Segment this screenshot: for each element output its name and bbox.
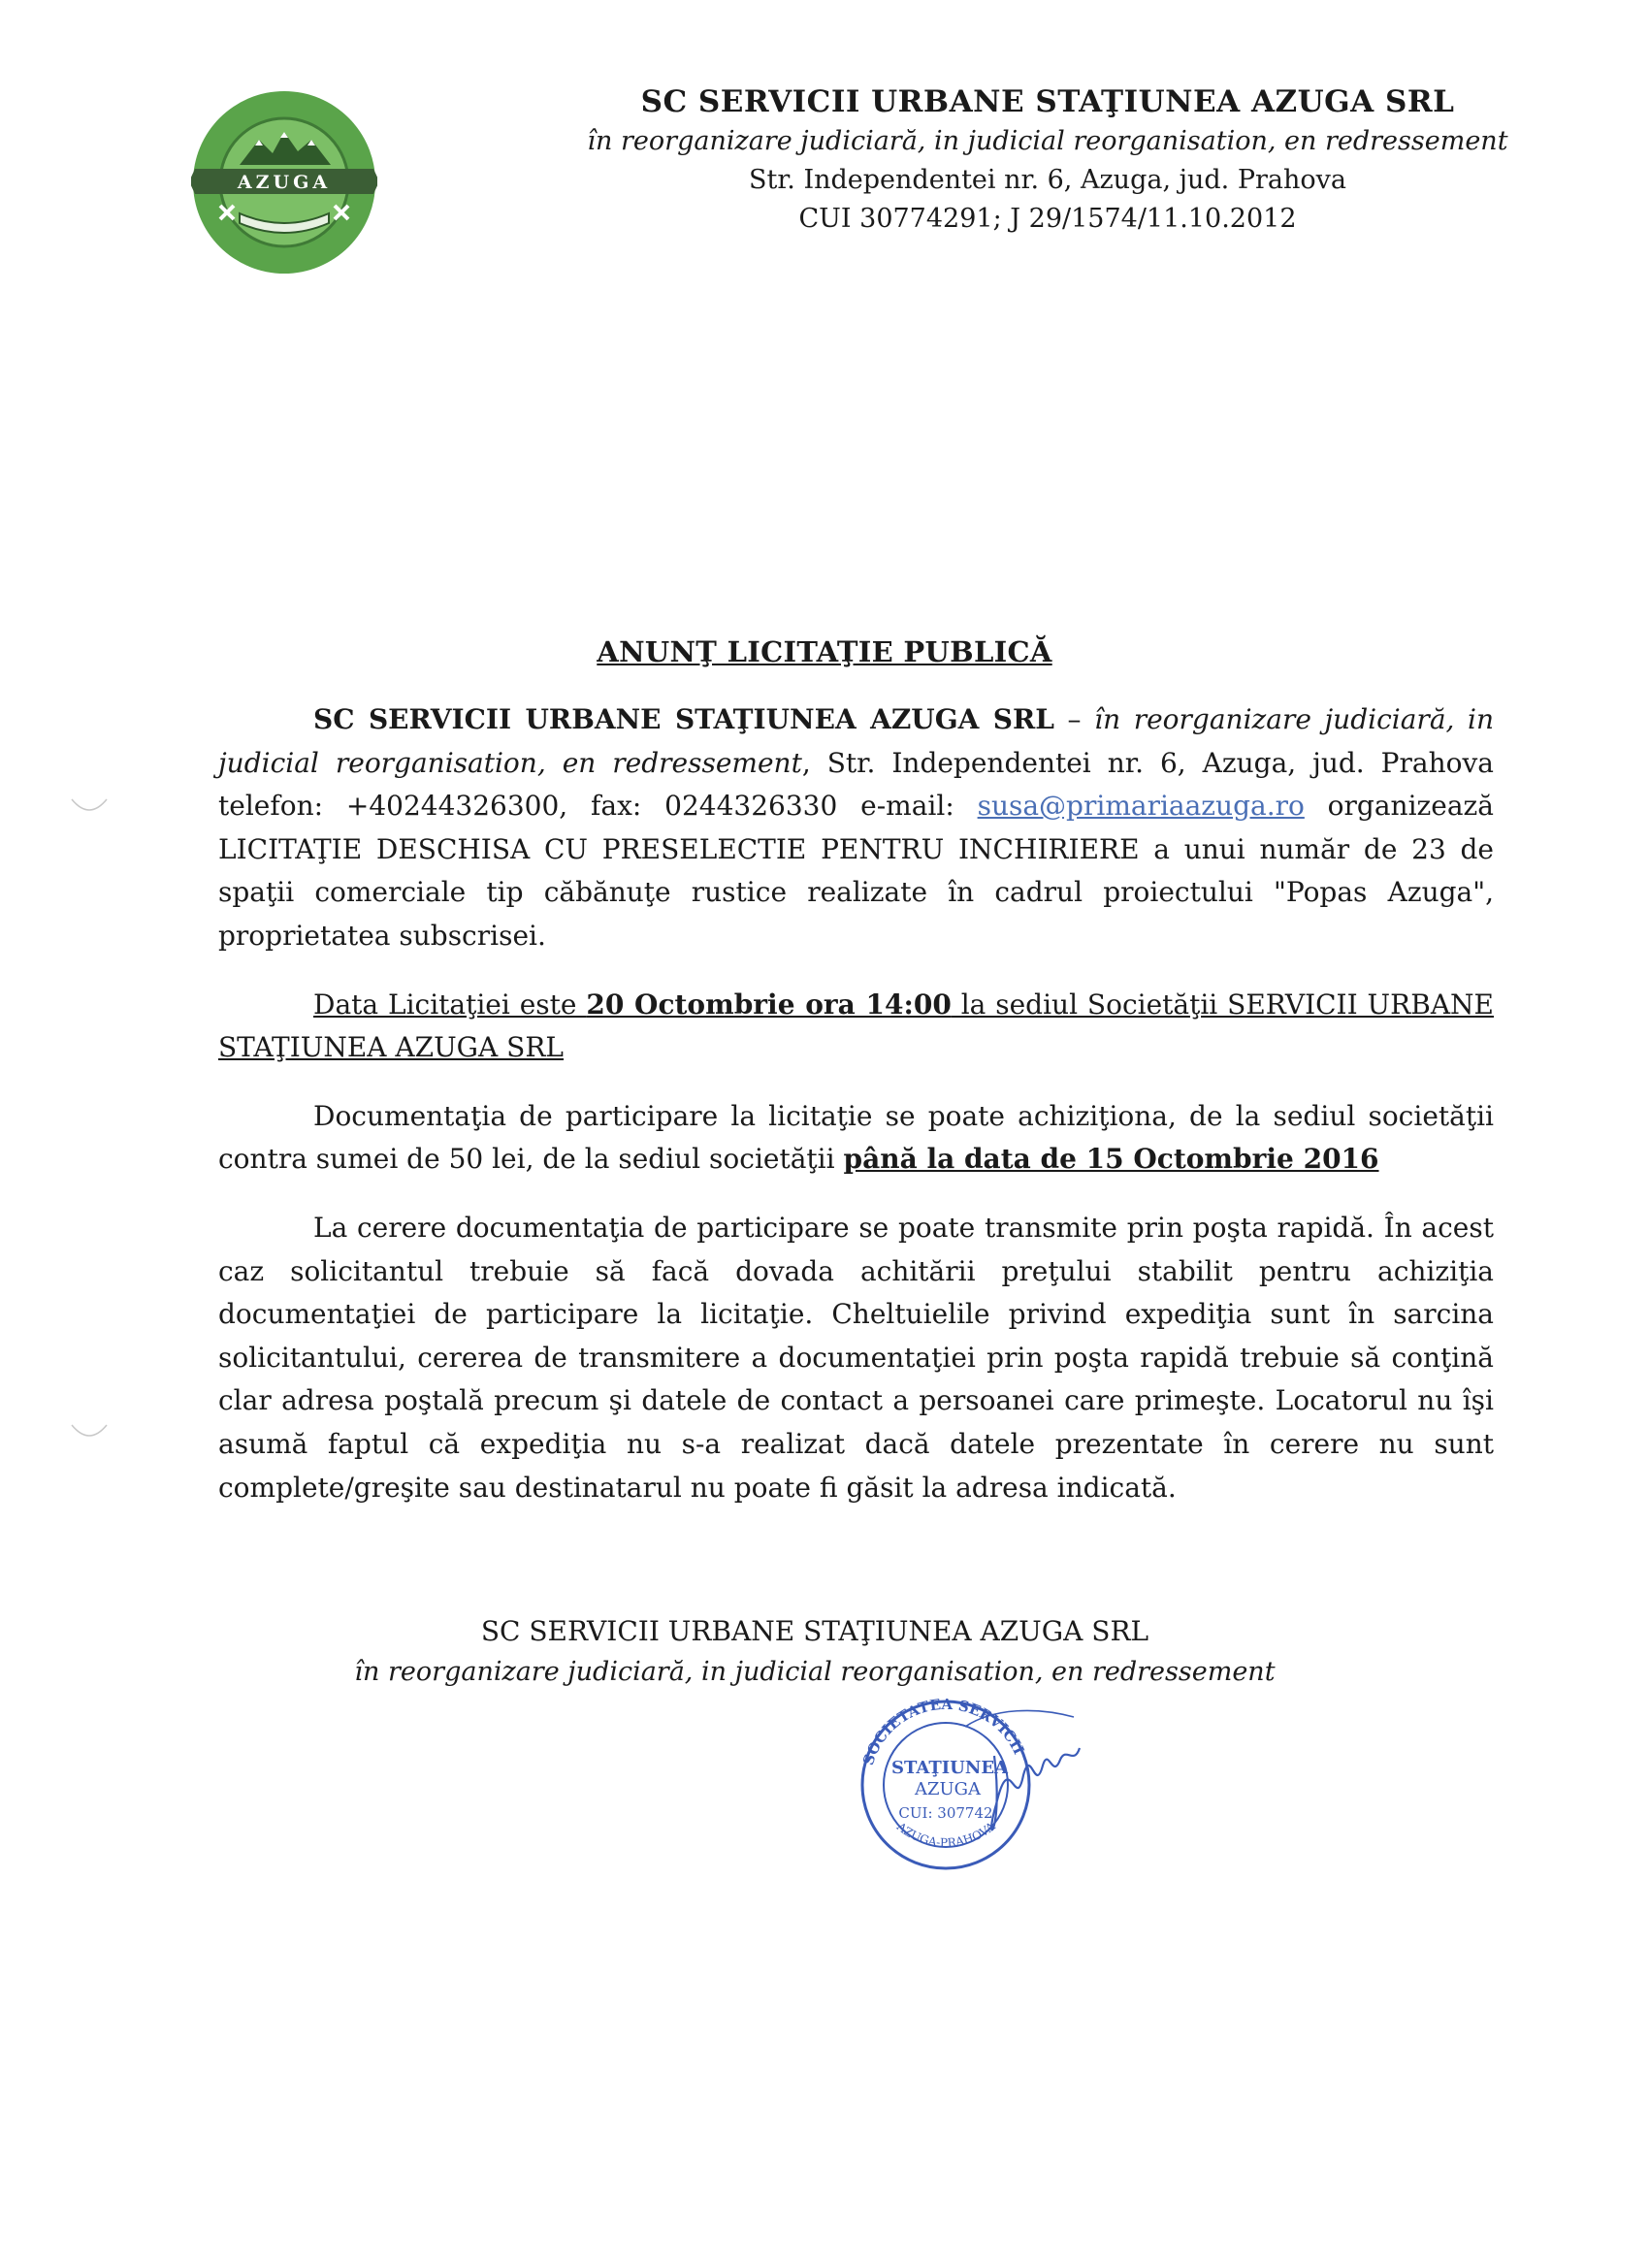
stamp-line-2: AZUGA bbox=[914, 1779, 982, 1799]
paragraph-documentation bbox=[218, 1095, 1494, 1182]
intro-dash: – bbox=[1053, 703, 1095, 735]
intro-company: SC SERVICII URBANE STAŢIUNEA AZUGA SRL bbox=[313, 703, 1054, 735]
punch-hole-mark bbox=[70, 1421, 109, 1450]
stamp-cui: CUI: 307742 bbox=[898, 1804, 993, 1822]
punch-hole-mark bbox=[70, 795, 109, 825]
documentation-text: Documentaţia de participare la licitaţie se poate achiziţiona, de la sediul societăţii contra sumei de 50 lei, de la sediul societăţii bbox=[218, 1099, 1494, 1176]
stamp-top-text: SOCIETATEA SERVICII bbox=[858, 1695, 1028, 1767]
notice-body bbox=[218, 698, 1494, 1535]
company-registration: CUI 30774291; J 29/1574/11.10.2012 bbox=[798, 204, 1297, 234]
intro-rest: organizează LICITAŢIE DESCHISA CU PRESELECTIE PENTRU INCHIRIERE a unui număr de 23 de spaţii comerciale tip căbănuţe rustice realizate în cadrul proiectului "Popas Azuga", proprietatea subscrisei. bbox=[218, 790, 1494, 952]
logo-text: AZUGA bbox=[237, 172, 332, 193]
paragraph-delivery: La cerere documentaţia de participare se poate transmite prin poşta rapidă. În acest caz solicitantul trebuie să facă dovada achitării preţului stabilit pentru achiziţia documentaţiei de participare la licitaţie. Cheltuielile privind expediţia sunt în sarcina solicitantului, cererea de transmitere a documentaţiei prin poşta rapidă trebuie să conţină clar adresa poştală precum şi datele de contact a persoanei care primeşte. Locatorul nu îşi asumă faptul că expediţia nu s-a realizat dacă datele prezentate în cerere nu sunt complete/greşite sau destinatarul nu poate fi găsit la adresa indicată. bbox=[218, 1211, 1494, 1504]
stamp-bottom-text: AZUGA-PRAHOVA bbox=[894, 1819, 998, 1850]
azuga-logo bbox=[191, 89, 377, 275]
date-location: la sediul Societăţii SERVICII URBANE STAŢIUNEA AZUGA SRL bbox=[218, 988, 1494, 1064]
notice-title: ANUNŢ LICITAŢIE PUBLICĂ bbox=[597, 635, 1052, 668]
official-stamp bbox=[849, 1688, 1101, 1882]
company-status: în reorganizare judiciară, in judicial reorganisation, en redressement bbox=[587, 126, 1508, 156]
stamp-line-1: STAŢIUNEA bbox=[890, 1758, 1009, 1778]
footer-company: SC SERVICII URBANE STAŢIUNEA AZUGA SRL bbox=[480, 1615, 1149, 1647]
paragraph-intro bbox=[218, 698, 1494, 958]
email-link[interactable]: susa@primariaazuga.ro bbox=[977, 790, 1305, 823]
company-name: SC SERVICII URBANE STAŢIUNEA AZUGA SRL bbox=[640, 84, 1455, 119]
signature-block bbox=[291, 1610, 1339, 1692]
paragraph-date bbox=[218, 984, 1494, 1070]
intro-address: , Str. Independentei nr. 6, Azuga, jud. Prahova telefon: +40244326300, fax: 0244326330 e-mail: bbox=[218, 746, 1494, 823]
date-prefix: Data Licitaţiei este bbox=[313, 988, 587, 1021]
intro-status: în reorganizare judiciară, in judicial reorganisation, en redressement bbox=[218, 703, 1494, 779]
documentation-deadline: până la data de 15 Octombrie 2016 bbox=[843, 1143, 1379, 1176]
auction-date: 20 Octombrie ora 14:00 bbox=[586, 988, 952, 1021]
company-address: Str. Independentei nr. 6, Azuga, jud. Prahova bbox=[749, 165, 1346, 195]
footer-status: în reorganizare judiciară, in judicial reorganisation, en redressement bbox=[354, 1657, 1276, 1687]
letterhead bbox=[543, 81, 1552, 239]
